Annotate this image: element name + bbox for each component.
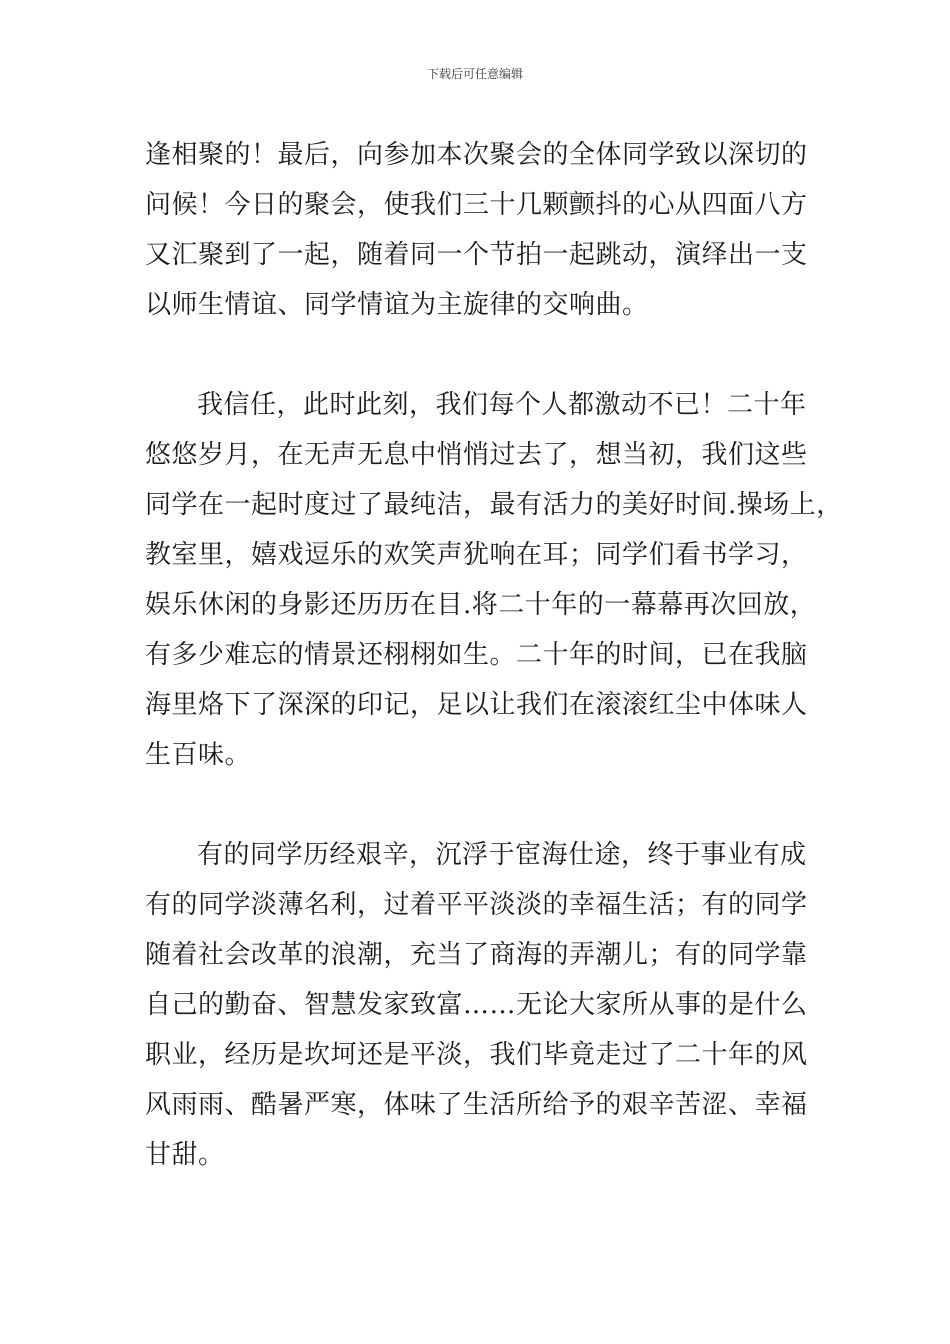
- document-body: [145, 130, 845, 1180]
- paragraph-2: [145, 380, 845, 780]
- text-line: 娱乐休闲的身影还历历在目.将二十年的一幕幕再次回放，: [145, 590, 817, 620]
- text-line: 职业，经历是坎坷还是平淡，我们毕竟走过了二十年的风: [145, 1040, 808, 1070]
- text-line: 以师生情谊、同学情谊为主旋律的交响曲。: [145, 290, 649, 320]
- text-line: 有的同学历经艰辛，沉浮于宦海仕途，终于事业有成: [197, 840, 807, 870]
- paragraph-3: [145, 830, 845, 1180]
- paragraph-gap: [145, 330, 845, 380]
- text-line: 同学在一起时度过了最纯洁，最有活力的美好时间.操场上，: [145, 490, 843, 520]
- text-line: 逢相聚的！最后，向参加本次聚会的全体同学致以深切的: [145, 140, 808, 170]
- text-line: 教室里，嬉戏逗乐的欢笑声犹响在耳；同学们看书学习，: [145, 540, 808, 570]
- text-line: 生百味。: [145, 740, 252, 770]
- text-line: 悠悠岁月，在无声无息中悄悄过去了，想当初，我们这些: [145, 440, 808, 470]
- paragraph-1: [145, 130, 845, 330]
- text-line: 又汇聚到了一起，随着同一个节拍一起跳动，演绎出一支: [145, 240, 808, 270]
- text-line: 我信任，此时此刻，我们每个人都激动不已！二十年: [197, 390, 807, 420]
- text-line: 有的同学淡薄名利，过着平平淡淡的幸福生活；有的同学: [145, 890, 808, 920]
- text-line: 自己的勤奋、智慧发家致富……无论大家所从事的是什么: [145, 990, 808, 1020]
- text-line: 风雨雨、酷暑严寒，体味了生活所给予的艰辛苦涩、幸福: [145, 1090, 808, 1120]
- text-line: 海里烙下了深深的印记，足以让我们在滚滚红尘中体味人: [145, 690, 808, 720]
- text-line: 甘甜。: [145, 1140, 225, 1170]
- text-line: 问候！今日的聚会，使我们三十几颗颤抖的心从四面八方: [145, 190, 808, 220]
- text-line: 有多少难忘的情景还栩栩如生。二十年的时间，已在我脑: [145, 640, 808, 670]
- paragraph-gap: [145, 780, 845, 830]
- page-header: 下载后可任意编辑: [426, 67, 523, 81]
- text-line: 随着社会改革的浪潮，充当了商海的弄潮儿；有的同学靠: [145, 940, 808, 970]
